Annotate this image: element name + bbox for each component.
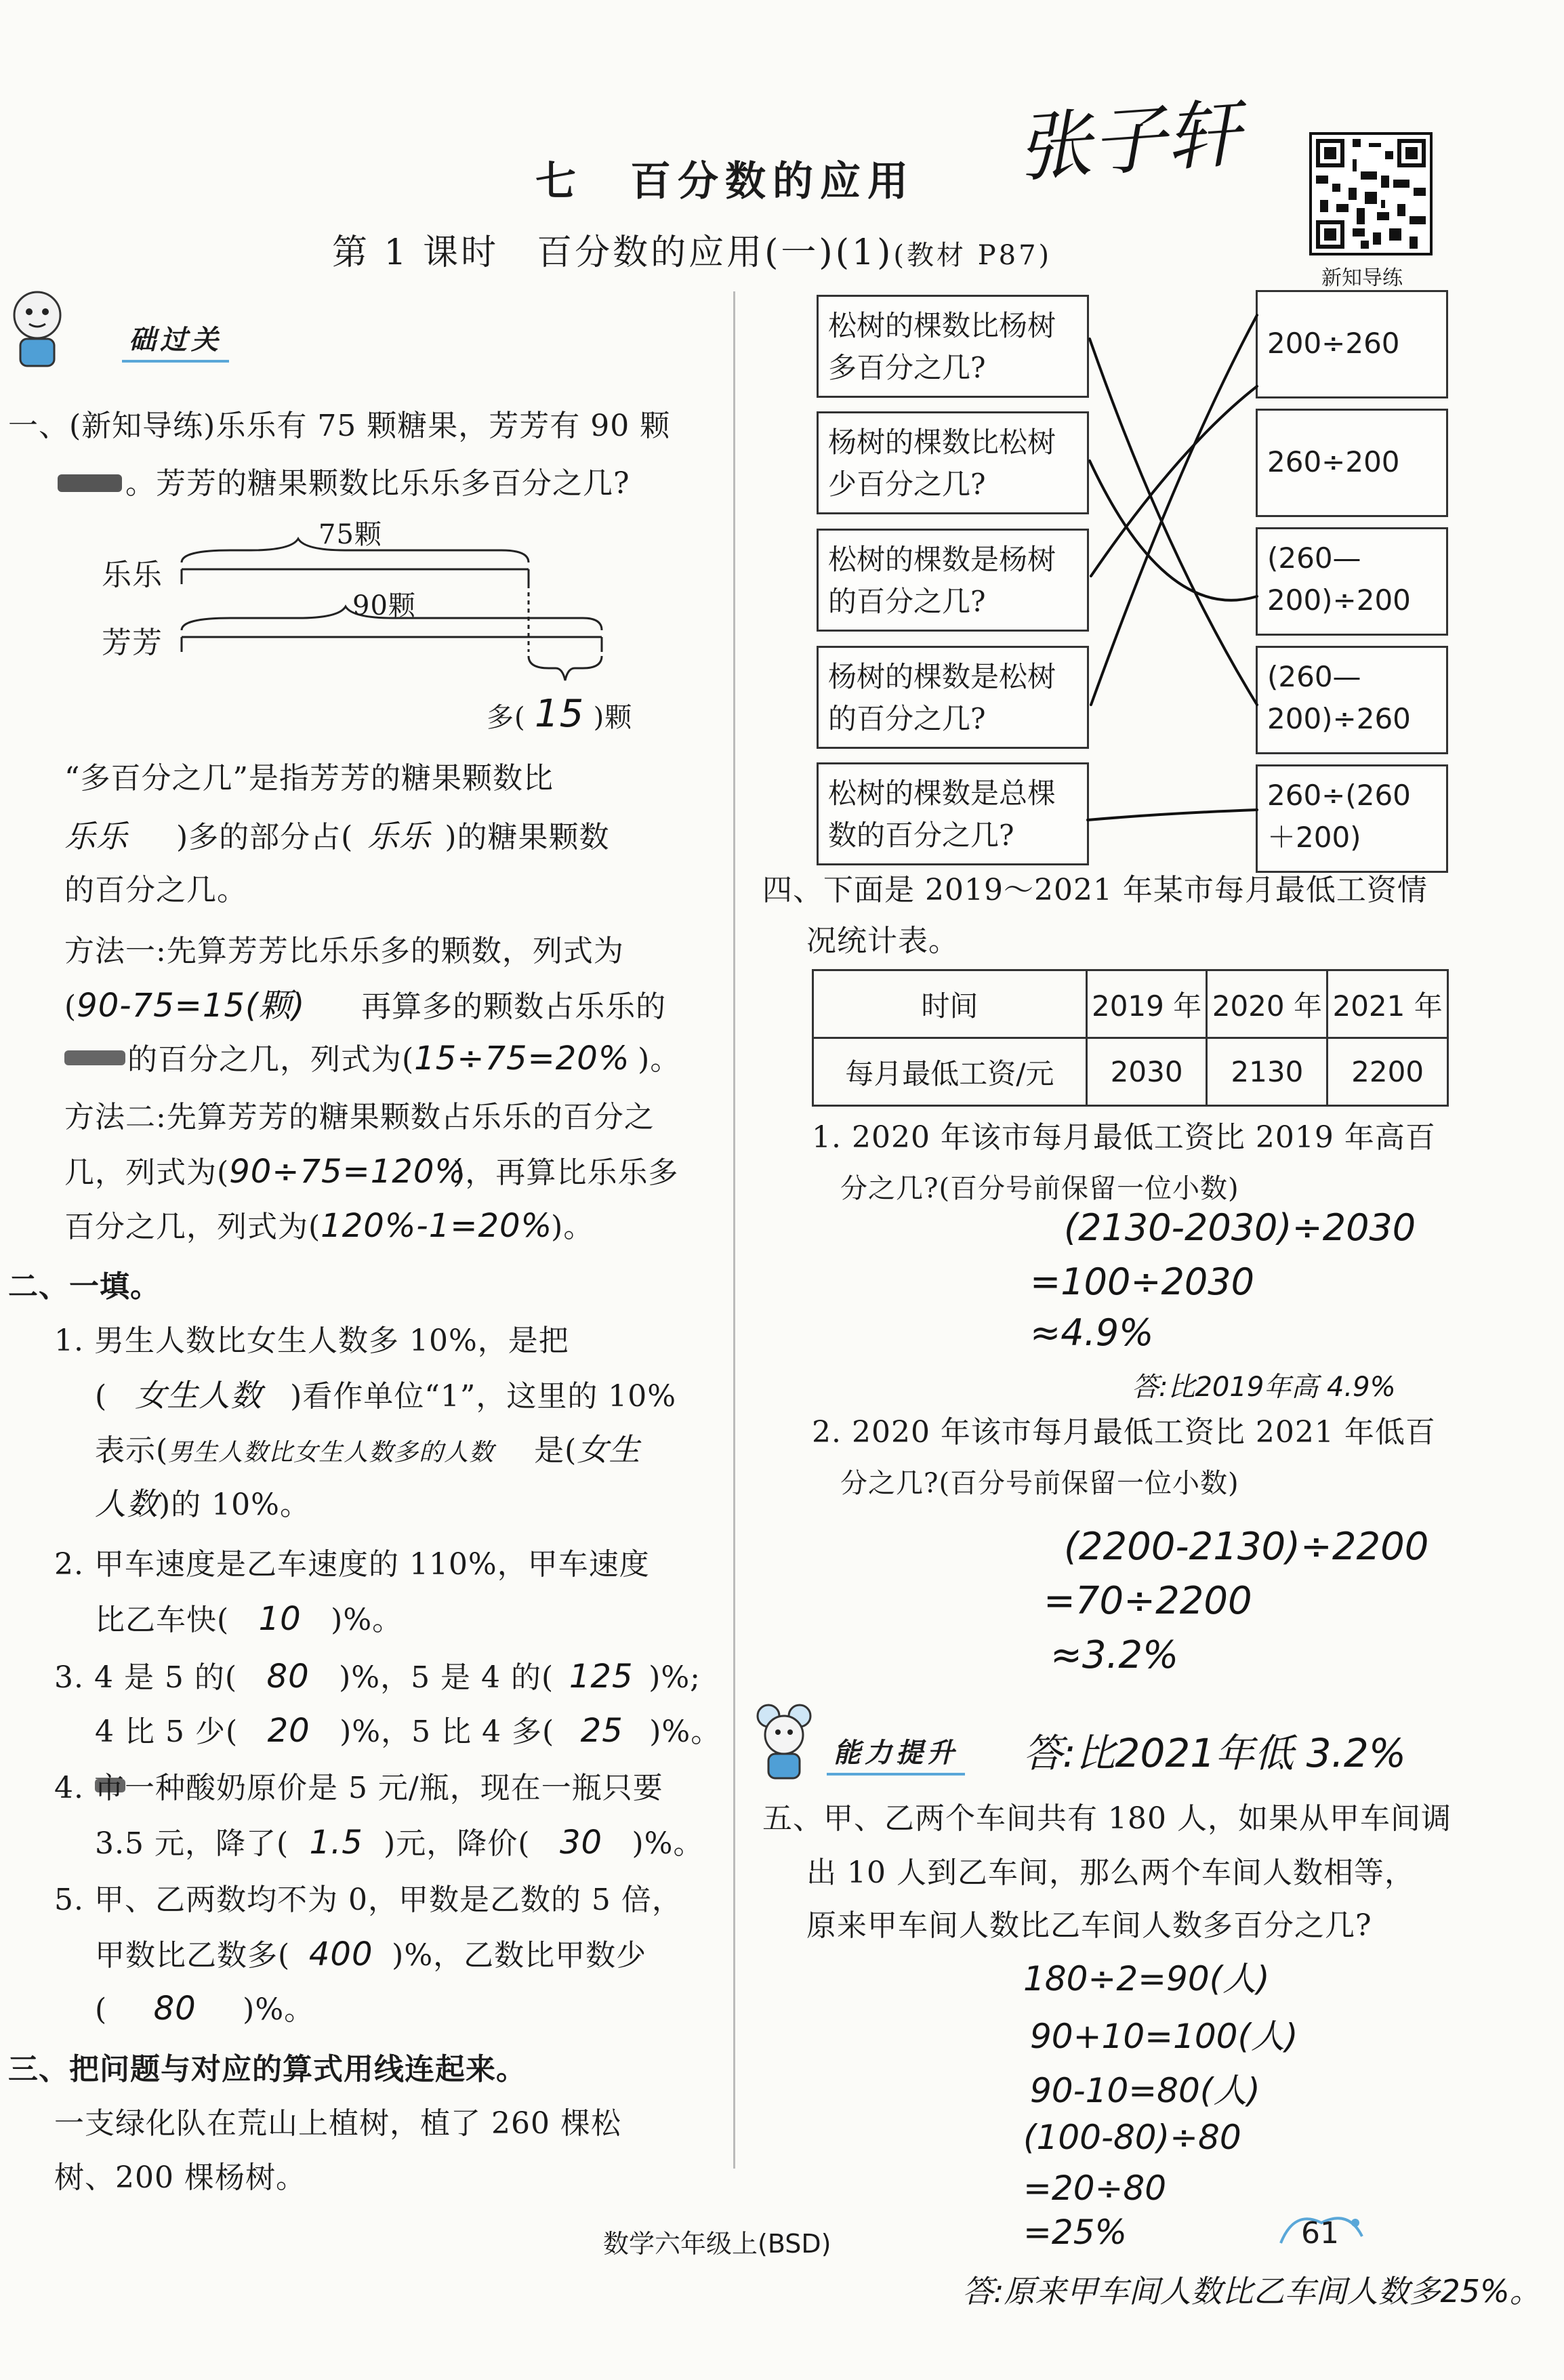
q5-line3: 原来甲车间人数比乙车间人数多百分之几? (806, 1908, 1372, 1943)
table-header-cell: 时间 (813, 970, 1087, 1038)
match-formula-1[interactable]: 200÷260 (1256, 290, 1448, 398)
table-header-cell: 2020 年 (1207, 970, 1328, 1038)
match-formula-4[interactable]: (260—200)÷260 (1256, 646, 1448, 754)
matching-lines (1084, 285, 1267, 881)
match-question-2[interactable]: 杨树的棵数比松树少百分之几? (817, 411, 1089, 514)
table-cell: 每月最低工资/元 (813, 1038, 1087, 1106)
q4-sub2-line1: 2. 2020 年该市每月最低工资比 2021 年低百 (812, 1415, 1436, 1450)
match-question-5[interactable]: 松树的棵数是总棵数的百分之几? (817, 762, 1089, 865)
chapter-title: 七 百分数的应用 (535, 158, 915, 205)
q1-method1-line2: (90-75=15(颗) 再算多的颗数占乐乐的 (64, 987, 667, 1025)
q4-sub1-work: ≈4.9% (1030, 1311, 1154, 1354)
match-formula-5[interactable]: 260÷(260＋200) (1256, 764, 1448, 873)
table-row (813, 1038, 1448, 1106)
bar1-value: 75颗 (318, 519, 382, 550)
q2-item4-line2: 3.5 元，降了( 1.5 )元，降价( 30 )%。 (95, 1824, 704, 1862)
q5-work: (100-80)÷80 (1023, 2118, 1241, 2157)
page-number: 61 (1301, 2216, 1339, 2251)
q4-sub1-work: (2130-2030)÷2030 (1064, 1206, 1416, 1249)
page-number-badge (1274, 2202, 1369, 2263)
match-question-3[interactable]: 松树的棵数是杨树的百分之几? (817, 529, 1089, 632)
match-formula-2[interactable]: 260÷200 (1256, 409, 1448, 517)
q4-sub1-line2: 分之几?(百分号前保留一位小数) (840, 1173, 1239, 1204)
q2-item1-line2: ( 女生人数 )看作单位“1”，这里的 10% (95, 1377, 677, 1414)
q4-sub2-work: =70÷2200 (1044, 1579, 1252, 1623)
table-cell: 2200 (1328, 1038, 1448, 1106)
table-cell: 2130 (1207, 1038, 1328, 1106)
q1-method2-line1: 方法二:先算芳芳的糖果颗数占乐乐的百分之 (64, 1100, 655, 1134)
table-header-cell: 2021 年 (1328, 970, 1448, 1038)
q2-item5-line3: ( 80 )%。 (95, 1990, 315, 2028)
q3-stem-line1: 一支绿化队在荒山上植树，植了 260 棵松 (54, 2106, 621, 2141)
q2-item2-line1: 2. 甲车速度是乙车速度的 110%，甲车速度 (54, 1547, 650, 1582)
q4-sub1-line1: 1. 2020 年该市每月最低工资比 2019 年高百 (812, 1120, 1436, 1155)
match-question-1[interactable]: 松树的棵数比杨树多百分之几? (817, 295, 1089, 398)
q5-work: 180÷2=90(人) (1023, 1959, 1270, 1998)
q4-sub1-work: =100÷2030 (1030, 1260, 1254, 1303)
q5-work: =25% (1023, 2213, 1128, 2252)
table-header-cell: 2019 年 (1086, 970, 1207, 1038)
label-lele: 乐乐 (102, 558, 163, 592)
qr-caption: 新知导练 (1321, 266, 1403, 290)
q4-sub2-line2: 分之几?(百分号前保留一位小数) (840, 1468, 1239, 1499)
q5-work: 90+10=100(人) (1030, 2017, 1298, 2056)
q3-title: 三、把问题与对应的算式用线连起来。 (8, 2052, 527, 2087)
q2-item1-line1: 1. 男生人数比女生人数多 10%，是把 (54, 1324, 569, 1358)
q1-method2-line2: 几，列式为(90÷75=120%)，再算比乐乐多 (64, 1153, 679, 1191)
q2-item2-line2: 比乙车快( 10 )%。 (95, 1600, 403, 1638)
q4-title-line1: 四、下面是 2019～2021 年某市每月最低工资情 (762, 873, 1428, 907)
q5-work: 90-10=80(人) (1030, 2071, 1260, 2110)
diff-label: 多( 15 )颗 (487, 692, 633, 736)
redacted-mark (58, 474, 122, 492)
q1-method1-line3: 的百分之几，列式为(15÷75=20% )。 (127, 1040, 681, 1078)
mouse-mascot-icon (754, 1701, 815, 1782)
q1-expl-line3: 的百分之几。 (64, 873, 247, 907)
q4-sub2-work: (2200-2130)÷2200 (1064, 1525, 1429, 1569)
table-header-row (813, 970, 1448, 1038)
q2-item1-line3: 表示(男生人数比女生人数多的人数 是(女生 (95, 1431, 641, 1468)
q3-stem-line2: 树、200 棵杨树。 (54, 2160, 306, 2195)
q4-sub2-work: ≈3.2% (1050, 1633, 1179, 1677)
q5-line1: 五、甲、乙两个车间共有 180 人，如果从甲车间调 (762, 1801, 1452, 1836)
q2-item3-line1: 3. 4 是 5 的( 80 )%，5 是 4 的( 125 )%; (54, 1658, 701, 1696)
bar2-value: 90颗 (352, 590, 416, 621)
q1-stem-line1: 一、(新知导练)乐乐有 75 颗糖果，芳芳有 90 颗 (8, 409, 671, 443)
mascot-icon (7, 285, 68, 373)
table-cell: 2030 (1086, 1038, 1207, 1106)
q4-sub1-answer: 答:比2019年高 4.9% (1132, 1372, 1396, 1403)
wage-table (812, 969, 1449, 1107)
q2-item5-line2: 甲数比乙数多( 400 )%，乙数比甲数少 (95, 1935, 647, 1973)
q1-stem-line2: 。芳芳的糖果颗数比乐乐多百分之几? (125, 466, 630, 501)
q1-method1-line1: 方法一:先算芳芳比乐乐多的颗数，列式为 (64, 934, 624, 968)
q1-expl-line2: 乐乐 )多的部分占( 乐乐 )的糖果颗数 (64, 818, 610, 855)
q2-title: 二、一填。 (8, 1269, 161, 1304)
q2-item1-line4: 人数)的 10%。 (95, 1485, 310, 1522)
q1-expl-line1: “多百分之几”是指芳芳的糖果颗数比 (64, 761, 554, 796)
q2-item3-line2: 4 比 5 少( 20 )%，5 比 4 多( 25 )%。 (95, 1712, 722, 1750)
q2-item4-line1: 4. 市一种酸奶原价是 5 元/瓶，现在一瓶只要 (54, 1771, 663, 1805)
q5-answer: 答:原来甲车间人数比乙车间人数多25%。 (962, 2273, 1541, 2310)
section-advanced-badge: 能力提升 (827, 1731, 965, 1776)
match-formula-3[interactable]: (260—200)÷200 (1256, 527, 1448, 636)
qr-code-icon[interactable] (1309, 132, 1433, 255)
q1-method2-line3: 百分之几，列式为(120%-1=20%)。 (64, 1207, 594, 1245)
section-basic-badge: 础过关 (122, 319, 229, 363)
column-divider (733, 291, 735, 2169)
student-name: 张子轩 (1014, 89, 1243, 192)
redacted-mark (64, 1050, 125, 1065)
q5-work: =20÷80 (1023, 2169, 1167, 2208)
q5-line2: 出 10 人到乙车间，那么两个车间人数相等， (806, 1855, 1415, 1890)
footer-book-title: 数学六年级上(BSD) (603, 2229, 831, 2259)
label-fangfang: 芳芳 (102, 625, 163, 660)
match-question-4[interactable]: 杨树的棵数是松树的百分之几? (817, 646, 1089, 749)
q4-sub2-answer: 答:比2021年低 3.2% (1023, 1730, 1406, 1776)
q4-title-line2: 况统计表。 (806, 924, 959, 958)
q2-item5-line1: 5. 甲、乙两数均不为 0，甲数是乙数的 5 倍， (54, 1883, 682, 1917)
lesson-title: 第 1 课时 百分数的应用(一)(1)(教材 P87) (332, 232, 1052, 273)
